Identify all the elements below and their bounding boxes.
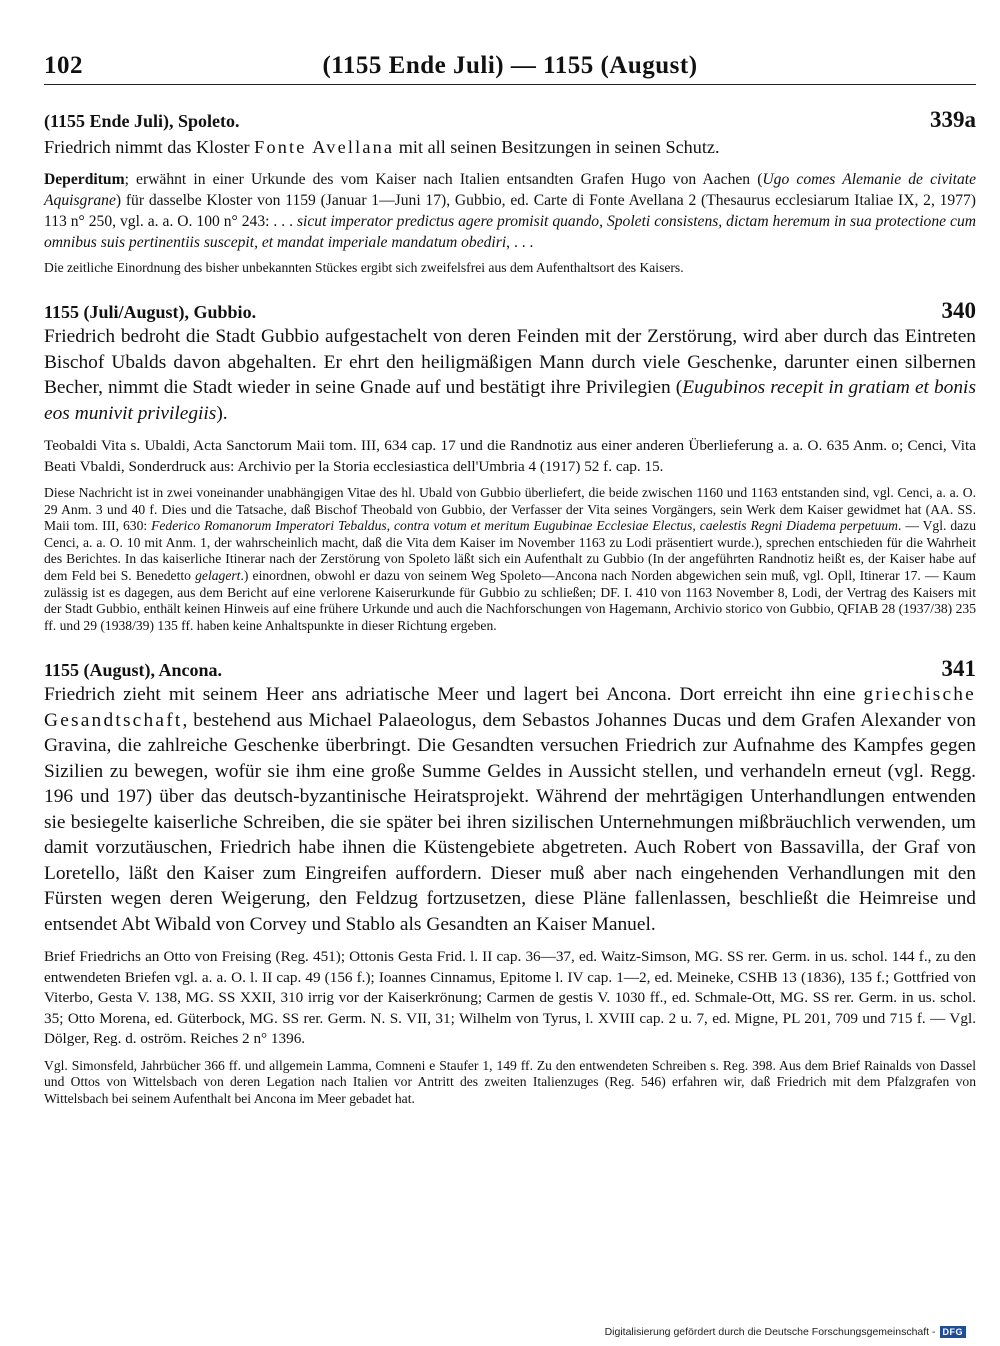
sources-text: , . . .	[506, 234, 534, 251]
note-text: . — Vgl. dazu Cenci, a. a. O. 10 mit Anm. 1, der wahrscheinlich macht, daß die Vita dem Kaiser im November 1163 zu Lodi präsentiert wurde.), sprechen entschieden für die Wahrheit des Berichtes. In das kaiserliche Itinerar nach der Zerstörung von Spoleto läßt sich ein Aufenthalt zu Gubbio (In der angeführten Randnotiz heißt es, der Kaiser habe auf dem Feld bei S. Benedetto	[44, 518, 976, 583]
running-title: (1155 Ende Juli) — 1155 (August)	[322, 52, 698, 79]
running-head	[44, 52, 976, 85]
sources-quote: sicut imperator predictus agere promisit quando, Spoleti consistens, dictam heremum in sua protectione cum omnibus suis pertinentiis suscepit, et mandat imperiale mandatum obediri	[44, 213, 977, 251]
entry-heading	[44, 107, 976, 133]
page	[44, 52, 976, 1108]
entry-number: 339a	[930, 107, 976, 132]
regest-entry-340	[44, 298, 976, 634]
entry-note: Vgl. Simonsfeld, Jahrbücher 366 ff. und allgemein Lamma, Comneni e Staufer 1, 149 ff. Zu den entwendeten Schreiben s. Reg. 398. Aus dem Brief Rainalds von Dassel und Ottos von Wittelsbach von deren Legation nach Italien vor Antritt des zweiten Italienzuges (Reg. 546) erfahren wir, daß Friedrich mit dem Pfalzgrafen von Wittelsbach bei seinem Aufenthalt bei Ancona im Meer gebadet hat.	[44, 1057, 976, 1107]
entry-date-place: (1155 Ende Juli), Spoleto.	[44, 111, 240, 131]
footer-credit	[605, 1326, 966, 1338]
sources-text: ; erwähnt in einer Urkunde des vom Kaiser nach Italien entsandten Grafen Hugo von Aachen (	[124, 171, 763, 188]
entry-number: 341	[941, 656, 976, 682]
entry-date-place: 1155 (Juli/August), Gubbio.	[44, 302, 257, 322]
note-quote: Federico Romanorum Imperatori Tebaldus, contra votum et meritum Eugubinae Ecclesiae Electus, caelestis Regni Diadema perpetuum	[151, 518, 898, 534]
entry-note	[44, 485, 976, 634]
summary-text: Friedrich nimmt das Kloster	[44, 137, 255, 157]
summary-text: , bestehend aus Michael Palaeologus, dem Sebastos Johannes Ducas und dem Grafen Alexander von Gravina, die zahlreiche Geschenke überbringt. Die Gesandten versuchen Friedrich zur Aufnahme des Kampfes gegen Sizilien zu bewegen, wofür sie ihm eine große Summe Geldes in Aussicht stellen, und verhandeln erneut (vgl. Regg. 196 und 197) über das deutsch-byzantinische Heiratsprojekt. Während der mehrtägigen Unterhandlungen entwenden sie besiegelte kaiserliche Schreiben, die sie später bei ihren sizilischen Unternehmungen mißbräuchlich verwenden, um damit vorzutäuschen, Friedrich habe ihnen die Küstengebiete abgetreten. Auch Robert von Bassavilla, der Graf von Loretello, läßt den Kaiser zum Eingreifen auffordern. Dieser muß aber nach eingehenden Verhandlungen mit den Fürsten wegen deren Weigerung, den Feldzug fortzusetzen, diese Pläne fallenlassen, beschließt die Heimreise und entsendet Abt Wibald von Corvey und Stablo als Gesandten an Kaiser Manuel.	[44, 709, 976, 935]
dfg-logo-icon: DFG	[940, 1326, 967, 1338]
regest-entry-341	[44, 656, 976, 1107]
note-quote: gelagert	[195, 567, 241, 583]
page-number: 102	[44, 52, 83, 79]
footer-text: Digitalisierung gefördert durch die Deutsche Forschungsgemeinschaft -	[604, 1326, 936, 1338]
entry-sources: Brief Friedrichs an Otto von Freising (Reg. 451); Ottonis Gesta Frid. l. II cap. 36—37, ed. Waitz-Simson, MG. SS rer. Germ. in us. schol. 144 f., zu den entwendeten Briefen vgl. a. a. O. l. II cap. 49 (156 f.); Ioannes Cinnamus, Epitome l. IV cap. 1—2, ed. Meineke, CSHB 13 (1836), 135 f.; Gottfried von Viterbo, Gesta V. 138, MG. SS XXII, 310 irrig vor der Kaiserkrönung; Carmen de gestis V. 1030 ff., ed. Schmale-Ott, MG. SS rer. Germ. in us. schol. 35; Otto Morena, ed. Güterbock, MG. SS rer. Germ. N. S. VII, 31; Wilhelm von Tyrus, l. XVIII cap. 2 u. 7, ed. Migne, PL 201, 709 und 715 f. — Vgl. Dölger, Reg. d. oström. Reiches 2 n° 1396.	[44, 948, 976, 1048]
summary-quote: Eugubinos recepit in gratiam et bonis eos munivit privilegiis	[44, 377, 976, 424]
summary-spaced-name: Fonte Avellana	[254, 137, 395, 157]
entry-number: 340	[941, 298, 976, 323]
sources-quote: Ugo comes Alemanie de civitate Aquisgrane	[44, 171, 976, 209]
summary-spaced-name: griechische Gesandtschaft	[44, 684, 976, 731]
entry-heading	[44, 298, 976, 324]
entry-summary	[44, 682, 976, 937]
sources-text: ) für dasselbe Kloster von 1159 (Januar 1—Juni 17), Gubbio, ed. Carte di Fonte Avellana 2 (Thesaurus ecclesiarum Italiae IX, 2, 1977) 113 n° 250, vgl. a. a. O. 100 n° 243: . . .	[44, 192, 976, 230]
entry-summary	[44, 135, 976, 159]
deperditum-label: Deperditum	[44, 171, 125, 188]
summary-text: Friedrich bedroht die Stadt Gubbio aufgestachelt von deren Feinden mit der Zerstörung, wird aber durch das Eintreten Bischof Ubalds davon abgehalten. Er ehrt den heiligmäßigen Mann durch viele Geschenke, darunter einen silbernen Becher, nimmt die Stadt wieder in seine Gnade auf und bestätigt ihre Privilegien (	[44, 326, 976, 398]
note-text: Diese Nachricht ist in zwei voneinander unabhängigen Vitae des hl. Ubald von Gubbio überliefert, die beide zwischen 1160 und 1163 entstanden sind, vgl. Cenci, a. a. O. 29 Anm. 3 und 40 f. Dies und die Tatsache, daß Bischof Theobald von Gubbio, der Verfasser der Vita seines Vorgängers, sein Werk dem Kaiser gewidmet hat (AA. SS. Maii tom. III, 630:	[44, 485, 976, 534]
entry-summary	[44, 324, 976, 426]
entry-heading	[44, 656, 976, 682]
note-text: .) einordnen, obwohl er dazu von seinem Weg Spoleto—Ancona nach Norden abgewichen sein muß, vgl. Opll, Itinerar 17. — Kaum zulässig ist es dagegen, aus dem Bericht auf eine verlorene Kaiserurkunde für Gubbio zu schließen; DF. I. 410 von 1163 November 8, Lodi, der Vertrag des Kaisers mit der Stadt Gubbio, enthält keinen Hinweis auf eine frühere Urkunde und auch die Nachforschungen von Hagemann, Archivio storico von Gubbio, QFIAB 28 (1937/38) 235 ff. und 29 (1938/39) 135 ff. haben keine Anhaltspunkte in dieser Richtung ergeben.	[44, 567, 976, 633]
entry-note: Die zeitliche Einordnung des bisher unbekannten Stückes ergibt sich zweifelsfrei aus dem Aufenthaltsort des Kaisers.	[44, 260, 684, 275]
summary-text: Friedrich zieht mit seinem Heer ans adriatische Meer und lagert bei Ancona. Dort erreicht ihn eine	[44, 684, 864, 706]
regest-entry-339a	[44, 107, 976, 276]
summary-text: ).	[216, 402, 228, 424]
entry-date-place: 1155 (August), Ancona.	[44, 660, 223, 681]
entry-sources: Teobaldi Vita s. Ubaldi, Acta Sanctorum Maii tom. III, 634 cap. 17 und die Randnotiz aus einer anderen Überlieferung a. a. O. 635 Anm. o; Cenci, Vita Beati Vbaldi, Sonderdruck aus: Archivio per la Storia ecclesiastica dell'Umbria 4 (1917) 52 f. cap. 15.	[44, 437, 976, 475]
entry-sources	[44, 169, 976, 253]
summary-text: mit all seinen Besitzungen in seinen Schutz.	[394, 137, 720, 157]
